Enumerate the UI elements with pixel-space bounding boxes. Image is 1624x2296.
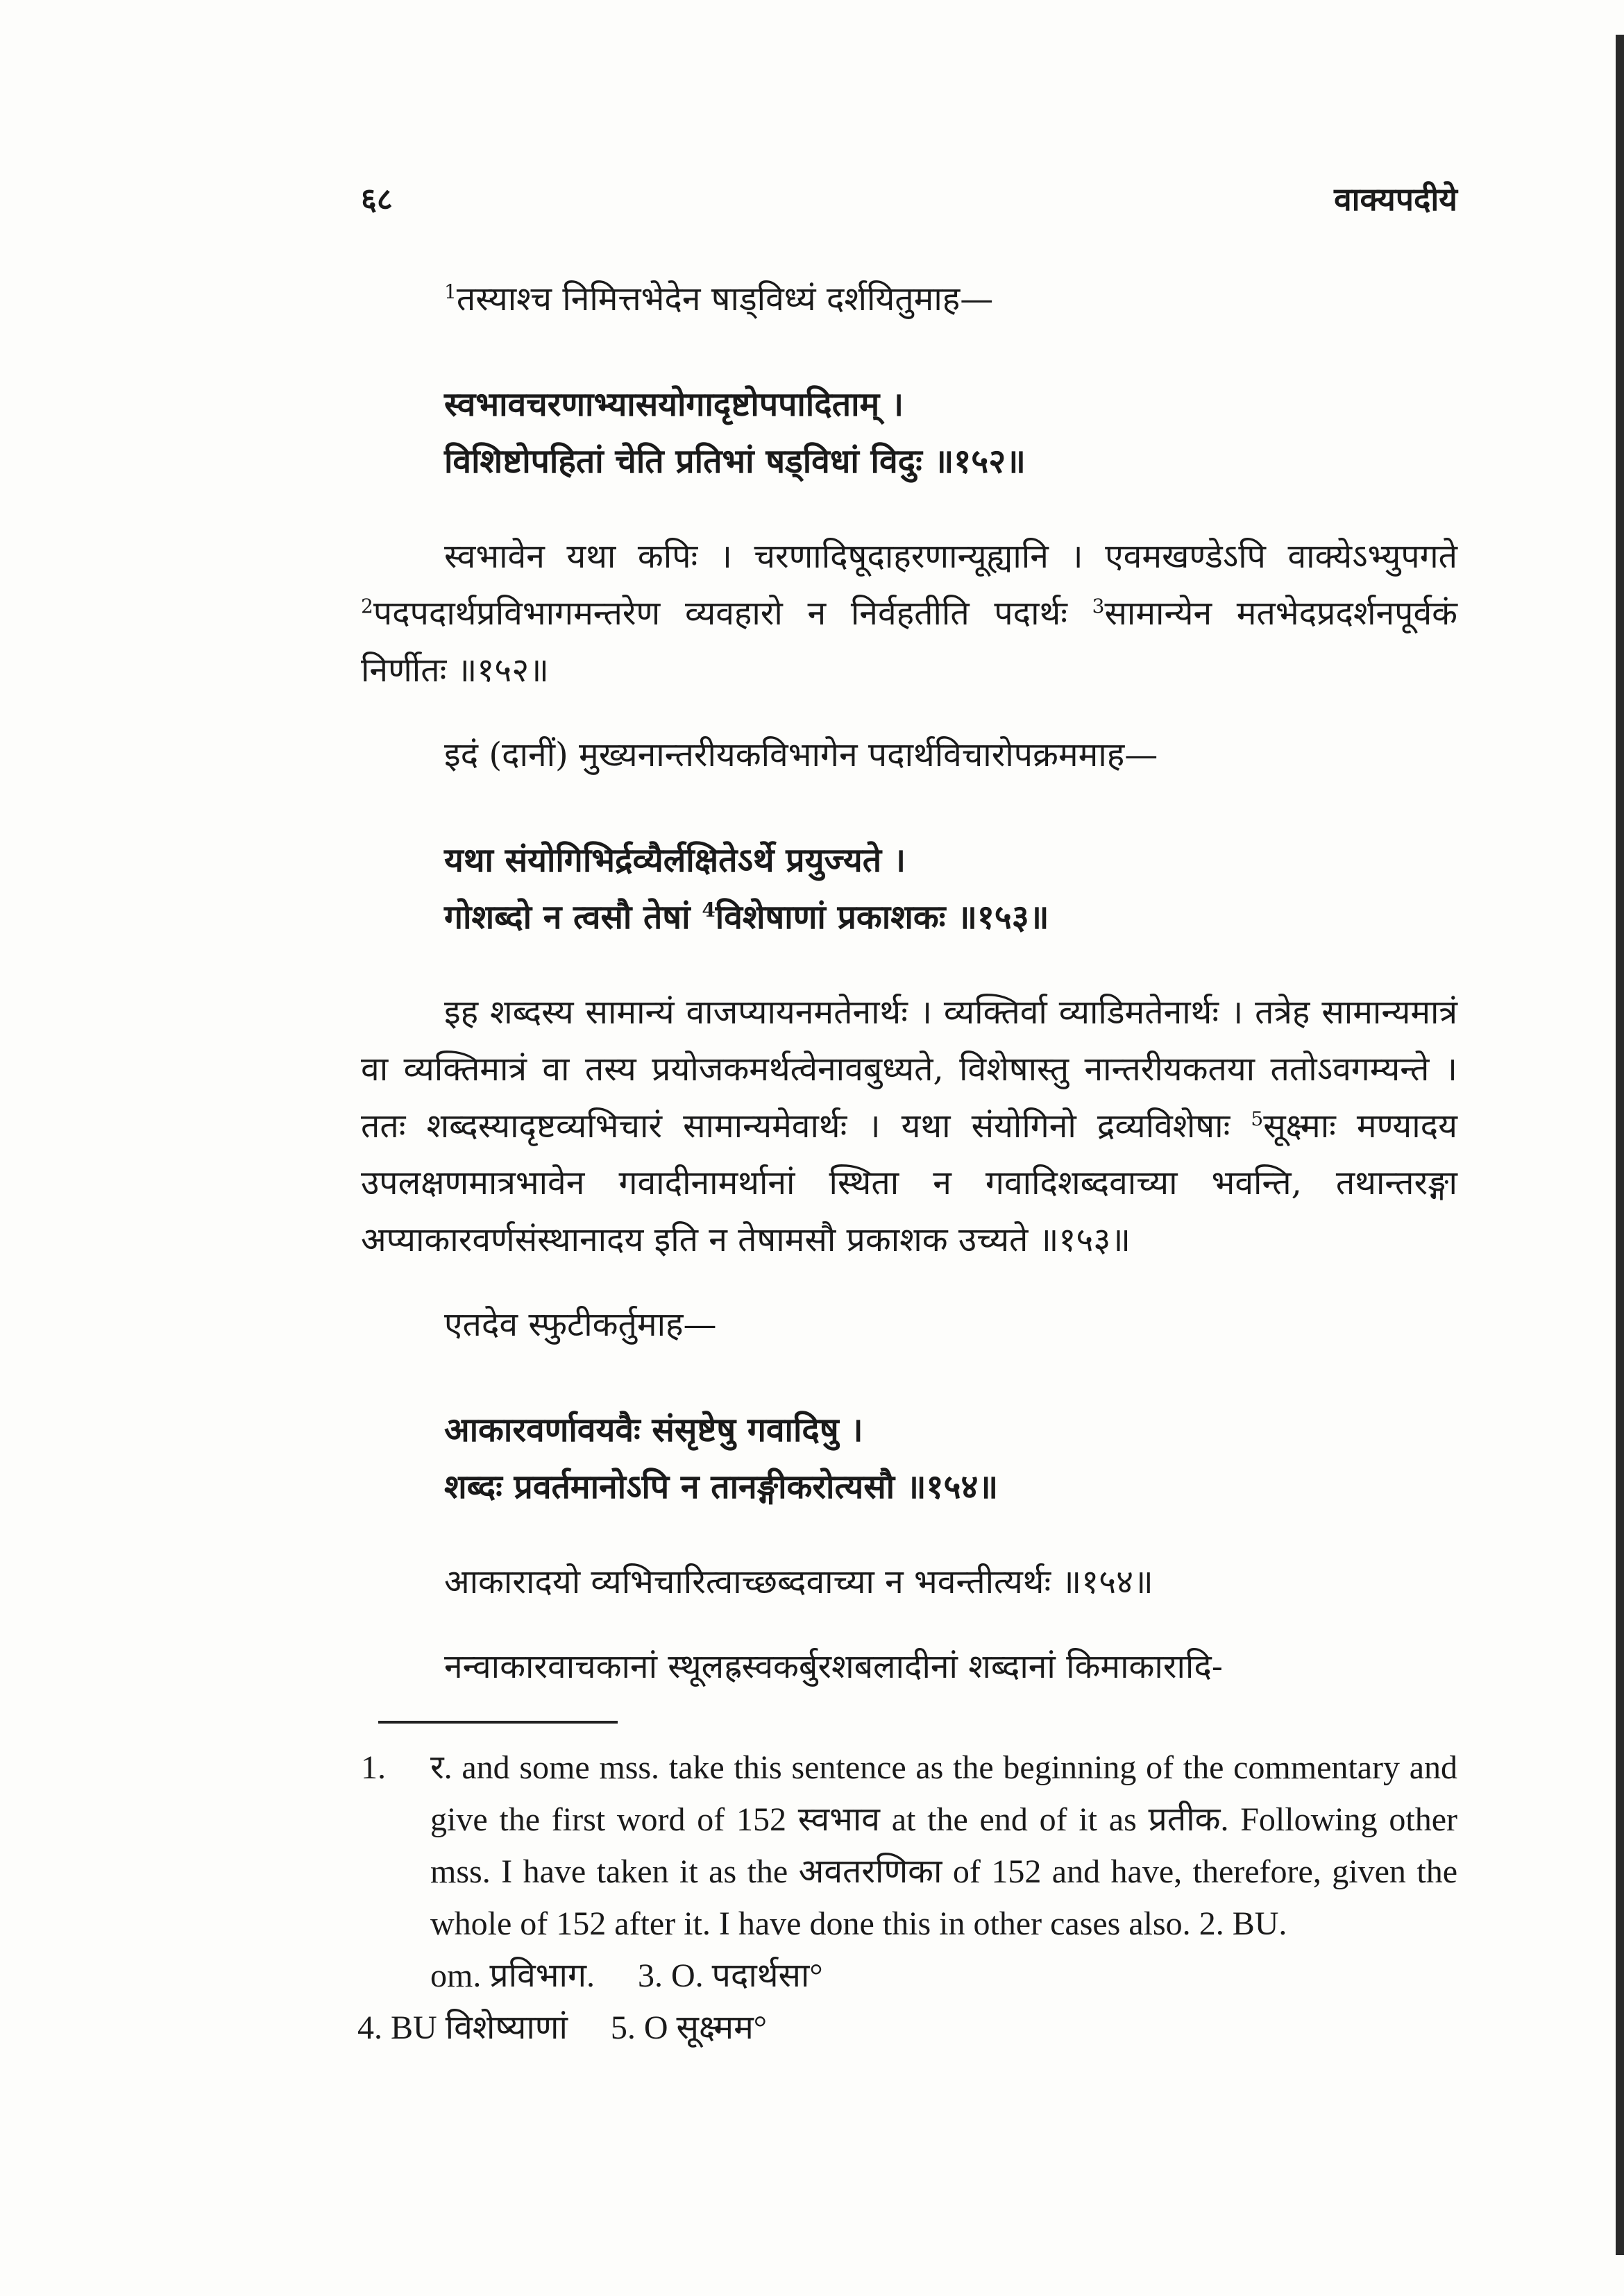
footnote-ref-1: 1 — [444, 280, 457, 303]
footnote-ref-5: 5 — [1251, 1107, 1264, 1130]
verse-153-line-1: यथा संयोगिभिर्द्रव्यैर्लक्षितेऽर्थे प्रयुज्यते । — [444, 841, 906, 880]
commentary-155-start: नन्वाकारवाचकानां स्थूलह्रस्वकर्बुरशबलादीनां शब्दानां किमाकारादि- — [444, 1647, 1224, 1686]
footnote-1-text — [430, 1742, 1457, 1950]
intro-154: एतदेव स्फुटीकर्तुमाह— — [444, 1305, 717, 1344]
running-title: वाक्यपदीये — [1334, 180, 1457, 218]
main-text — [361, 271, 1457, 1695]
footnote-ref-3: 3 — [1092, 595, 1105, 618]
footnotes — [357, 1742, 1457, 2054]
page-header — [361, 177, 1457, 232]
footnote-1 — [361, 1742, 1457, 1950]
intro-152-text: तस्याश्च निमित्तभेदेन षाड्विध्यं दर्शयितुमाह— — [456, 280, 994, 318]
verse-154-line-2: शब्दः प्रवर्तमानोऽपि न तानङ्गीकरोत्यसौ ॥१५४॥ — [444, 1468, 999, 1506]
verse-152-line-1: स्वभावचरणाभ्यासयोगादृष्टोपपादिताम् । — [444, 385, 904, 424]
intro-152 — [361, 271, 1457, 328]
footnote-1-body: र. and some mss. take this sentence as the beginning of the commentary and give the first word of 152 स्वभाव at the end of it as प्रतीक. Following other mss. I have taken it as the अवतरणिका of 152 and have, therefore, given the whole of 152 after it. I have done this in other cases also. — [430, 1749, 1457, 1942]
footnote-2-start: 2. BU. — [1199, 1905, 1287, 1942]
footnotes-line-4-5 — [357, 2002, 1457, 2054]
footnote-ref-4: 4 — [702, 899, 716, 921]
footnote-3: 3. O. पदार्थसा° — [637, 1957, 823, 1994]
verse-153-line-2-part-a: गोशब्दो न त्वसौ तेषां — [444, 898, 702, 937]
commentary-153-part-a: इह शब्दस्य सामान्यं वाजप्यायनमतेनार्थः । व्यक्तिर्वा व्याडिमतेनार्थः । तत्रेह सामान्यमात्रं वा व्यक्तिमात्रं वा तस्य प्रयोजकमर्थत्वेनावबुध्यते, विशेषास्तु नान्तरीयकतया ततोऽवगम्यन्ते । ततः शब्दस्यादृष्टव्यभिचारं सामान्यमेवार्थः । यथा संयोगिनो द्रव्यविशेषाः — [361, 993, 1457, 1146]
commentary-154: आकारादयो व्यभिचारित्वाच्छब्दवाच्या न भवन्तीत्यर्थः ॥१५४॥ — [444, 1563, 1153, 1601]
footnote-2-end: om. प्रविभाग. — [430, 1957, 595, 1994]
commentary-152-part-a: स्वभावेन यथा कपिः । चरणादिषूदाहरणान्यूह्यानि । एवमखण्डेऽपि वाक्येऽभ्युपगते — [444, 537, 1457, 576]
footnotes-line-2-3 — [361, 1950, 1457, 2002]
commentary-153-part-b: सूक्ष्माः मण्यादय उपलक्षणमात्रभावेन गवादीनामर्थानां स्थिता न गवादिशब्दवाच्या भवन्ति, तथान्तरङ्गा अप्याकारवर्णसंस्थानादय इति न तेषामसौ प्रकाशक उच्यते ॥१५३॥ — [361, 1107, 1457, 1259]
commentary-152-part-b: पदपदार्थप्रविभागमन्तरेण व्यवहारो न निर्वहतीति पदार्थः — [373, 594, 1092, 633]
footnote-1-number: 1. — [361, 1749, 386, 1786]
page-edge — [1616, 35, 1624, 2255]
commentary-152 — [361, 528, 1457, 699]
footnote-rule — [378, 1721, 618, 1724]
page-number: ६८ — [361, 182, 393, 217]
footnote-4: 4. BU विशेष्याणां — [357, 2009, 568, 2046]
intro-153: इदं (दानीं) मुख्यनान्तरीयकविभागेन पदार्थविचारोपक्रममाह— — [444, 735, 1158, 774]
verse-154-line-1: आकारवर्णावयवैः संसृष्टेषु गवादिषु । — [444, 1411, 863, 1449]
verse-152-line-2: विशिष्टोपहितां चेति प्रतिभां षड्विधां विदुः ॥१५२॥ — [444, 442, 1026, 481]
commentary-153 — [361, 984, 1457, 1268]
footnote-ref-2: 2 — [361, 595, 373, 618]
verse-153-line-2 — [361, 889, 1457, 946]
commentary-152-part-c: सामान्येन मतभेदप्रदर्शनपूर्वकं निर्णीतः ॥१५२॥ — [361, 594, 1458, 690]
verse-153-line-2-part-b: विशेषाणां प्रकाशकः ॥१५३॥ — [715, 898, 1049, 937]
footnote-5: 5. O सूक्ष्मम° — [610, 2009, 767, 2046]
